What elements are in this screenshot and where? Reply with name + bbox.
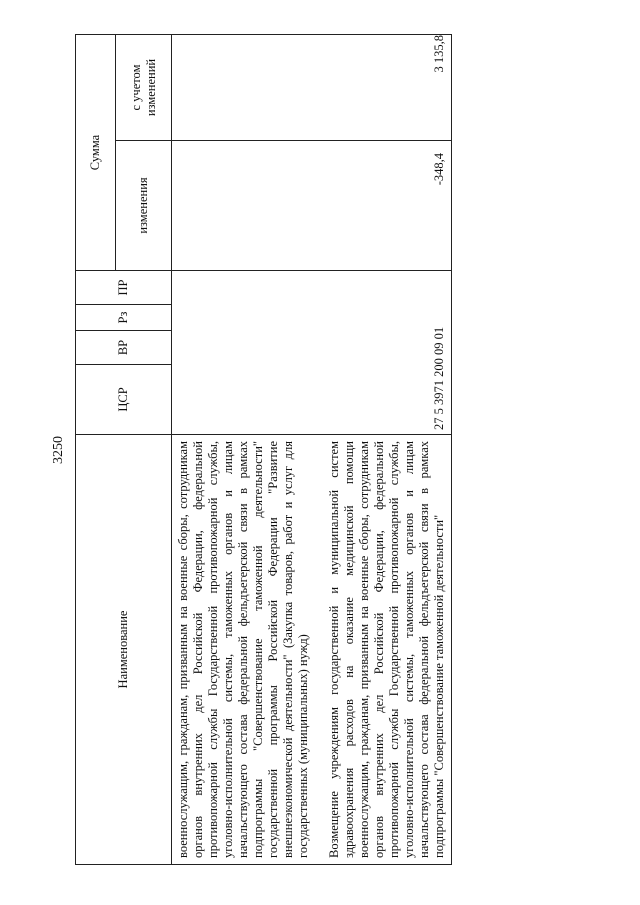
row-total-cell (172, 35, 452, 141)
header-pr: ПР (76, 271, 172, 305)
row-1-description: военнослужащим, гражданам, призванным на военные сборы, сотрудникам органов внутренних дел Российской Федерации, федеральной противопожарной службы Государственной противопожарной службы, уголовно-исполнительной системы, таможенных органов и лицам начальствующего состава федеральной фельдъегерской связи в рамках подпрограммы "Совершенствование таможенной деятельности" государственной программы Российской Федерации "Развитие внешнеэкономической деятельности" (Закупка товаров, работ и услуг для государственных (муниципальных) нужд) (176, 441, 310, 858)
row-2-total-value: 3 135,8 (432, 35, 446, 73)
header-change: изменения (116, 141, 172, 271)
row-2-description: Возмещение учреждениям государственной и муниципальной систем здравоохранения расходов на оказание медицинской помощи военнослужащим, гражданам, призванным на военные сборы, сотрудникам органов внутренних дел Российской Федерации, федеральной противопожарной службы Государственной противопожарной службы, уголовно-исполнительной системы, таможенных органов и лицам начальствующего состава федеральной фельдъегерской связи в рамках подпрограммы "Совершенствование таможенной деятельности" (327, 441, 446, 858)
header-with-changes: с учетом изменений (116, 35, 172, 141)
header-name: Наименование (76, 435, 172, 865)
row-2-change-value: -348,4 (432, 153, 446, 186)
row-2-budget-code: 27 5 3971 200 09 01 (432, 326, 446, 430)
table-row (172, 35, 452, 865)
header-rz: Рз (76, 305, 172, 331)
rotated-page (45, 35, 585, 865)
row-codes-cell (172, 271, 452, 435)
budget-table (75, 34, 452, 865)
row-name-cell (172, 435, 452, 865)
header-csr: ЦСР (76, 365, 172, 435)
row-change-cell (172, 141, 452, 271)
header-vr: ВР (76, 331, 172, 365)
header-sum: Сумма (76, 35, 116, 271)
page-number: 3250 (51, 436, 66, 464)
